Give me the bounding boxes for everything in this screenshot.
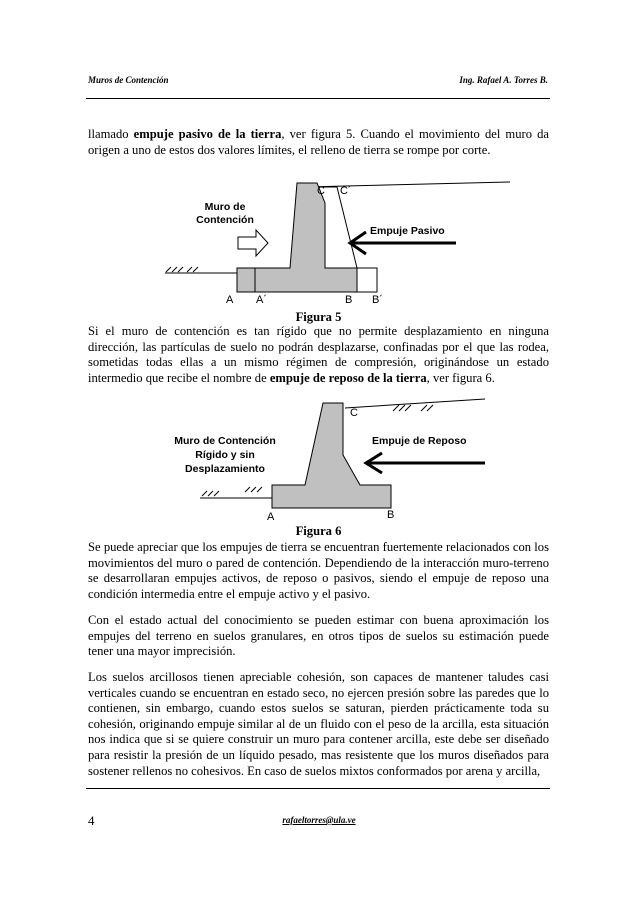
header-rule [86, 98, 550, 99]
figure-5-diagram [0, 175, 638, 315]
text-span: llamado [88, 127, 134, 141]
fig5-point-c-prime: C´ [340, 185, 352, 197]
ground-hatch-left [200, 487, 272, 498]
paragraph-clay: Los suelos arcillosos tienen apreciable cohesión, son capaces de mantener taludes casi verticales cuando se encuentran en estado seco, no ejercen presión sobre las paredes que lo contienen, sin embargo, cuando estos suelos se saturan, pierden prácticamente toda su cohesión, originando empuje similar al de un fluido con el peso de la arcilla, esta situación nos indica que si se quiere construir un muro para contener arcilla, este debe ser diseñado para resistir la presión de un líquido pesado, mas resistente que los muros diseñados para sostener rellenos no cohesivos. En caso de suelos mixtos conformados por arena y arcilla, [88, 670, 549, 778]
header-title: Muros de Contención [88, 75, 169, 85]
backfill-hatch [393, 405, 433, 411]
fig6-wall-label-3: Desplazamiento [185, 463, 265, 475]
bold-term: empuje pasivo de la tierra [133, 127, 282, 141]
fig6-pressure-label: Empuje de Reposo [372, 435, 467, 447]
fig6-point-c: C [350, 407, 358, 419]
fig6-wall-label-1: Muro de Contención [174, 435, 276, 447]
page-number: 4 [88, 813, 95, 828]
footer-email-link[interactable]: rafaeltorres@ula.ve [282, 815, 356, 825]
figure-5-caption: Figura 5 [295, 310, 342, 324]
footer-rule [86, 788, 550, 789]
fig5-point-a-prime: A´ [256, 294, 267, 306]
text-span: , ver figura 5. Cuando el movimiento del muro da origen a uno de estos dos valores límites, el relleno de tierra se rompe por corte. [88, 127, 549, 157]
text-span: Si el muro de contención es tan rígido que no permite desplazamiento en ninguna dirección, las partículas de suelo no podrán desplazarse, confinadas por el que las rodea, sometidas todas ellas a un mismo régimen de compresión, originándose un estado intermedio que recibe el nombre de [88, 324, 549, 385]
header-author: Ing. Rafael A. Torres B. [459, 75, 548, 85]
fig6-point-b: B [387, 509, 395, 521]
text-span: , ver figura 6. [426, 370, 495, 385]
fig5-pressure-label: Empuje Pasivo [370, 225, 445, 237]
ground-hatch-left [165, 267, 237, 273]
footing-left-segment [237, 268, 255, 292]
fig5-wall-label-1: Muro de [204, 201, 246, 213]
rigid-wall [272, 403, 391, 508]
backfill-surface-line [305, 182, 510, 187]
paragraph-rest [88, 324, 549, 386]
fig5-point-b-prime: B´ [372, 294, 383, 306]
paragraph-passive [88, 127, 549, 158]
fig5-point-a: A [226, 294, 234, 306]
paragraph-estimation: Con el estado actual del conocimiento se pueden estimar con buena aproximación los empujes del terreno en suelos granulares, en otros tipos de suelos su estimación puede tener una mayor imprecisión. [88, 613, 549, 659]
fig5-point-b: B [345, 294, 353, 306]
fig5-wall-label-2: Contención [196, 214, 254, 226]
fig5-point-c: C [317, 185, 325, 197]
bold-term: empuje de reposo de la tierra [269, 370, 427, 385]
fig6-point-a: A [267, 511, 275, 523]
backfill-surface-line [345, 399, 485, 408]
fig6-wall-label-2: Rígido y sin [195, 449, 255, 461]
wall-push-arrow [238, 230, 268, 256]
figure-6-diagram [0, 395, 638, 525]
figure-6-caption: Figura 6 [295, 524, 342, 538]
paragraph-interaction: Se puede apreciar que los empujes de tierra se encuentran fuertemente relacionados con los movimientos del muro o pared de contención. Dependiendo de la interacción muro-terreno se desarrollaran empujes activos, de reposo o pasivos, siendo el empuje de reposo una condición intermedia entre el empuje activo y el pasivo. [88, 540, 549, 601]
